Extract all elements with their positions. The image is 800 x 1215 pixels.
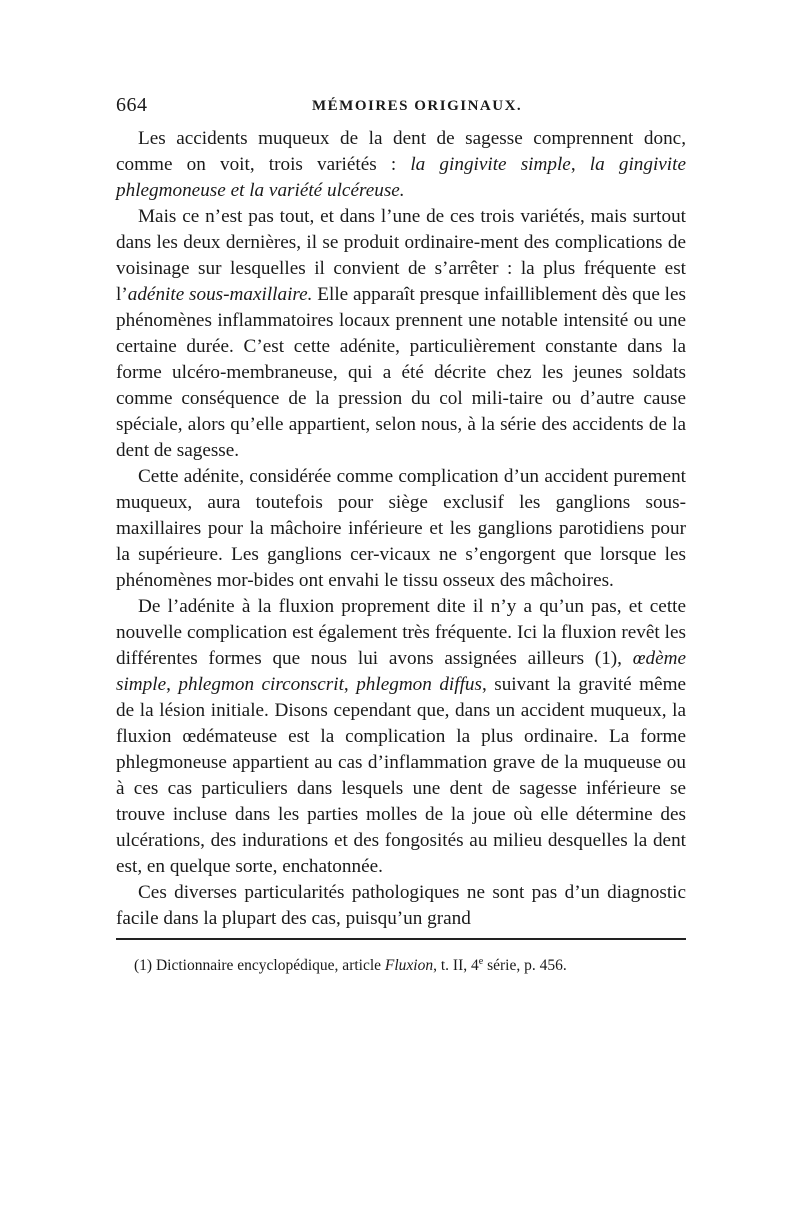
paragraph-2 [116, 204, 686, 464]
italic-span: la gingivite simple [410, 154, 571, 175]
italic-span: la gingivite phlegmoneuse et la variété ulcéreuse. [116, 154, 686, 201]
italic-span: phlegmon circonscrit [178, 674, 344, 695]
footnote-text: , t. II, 4 [433, 957, 479, 975]
footnote [116, 952, 686, 976]
body-text [116, 126, 686, 932]
text-span: Elle apparaît presque infailliblement dès que les phénomènes inflammatoires locaux prennent une notable intensité ou une certaine durée. C’est cette adénite, particulièrement constante dans la forme ulcéro-membraneuse, qui a été décrite chez les jeunes soldats comme conséquence de la pression du col mili-taire ou d’autre cause spéciale, alors qu’elle appartient, selon nous, à la série des accidents de la dent de sagesse. [116, 284, 686, 461]
text-span: , [343, 674, 357, 695]
text-span: , [166, 674, 179, 695]
text-span: Ces diverses particularités pathologiques ne sont pas d’un diagnostic facile dans la plupart des cas, puisqu’un grand [116, 882, 686, 929]
paragraph-4 [116, 594, 686, 880]
italic-span: adénite sous-maxillaire. [127, 284, 313, 305]
text-span: Mais ce n’est pas tout, et dans l’une de ces trois variétés, mais surtout dans les deux dernières, il se produit ordinaire-ment des complications de voisinage sur lesquelles il convient de s’arrêter : la plus fréquente est l’ [116, 206, 686, 305]
text-span: Cette adénite, considérée comme complication d’un accident purement muqueux, aura toutefois pour siège exclusif les ganglions sous-maxillaires pour la mâchoire inférieure et les ganglions parotidiens pour la supérieure. Les ganglions cer-vicaux ne s’engorgent que lorsque les phénomènes mor-bides ont envahi le tissu osseux des mâchoires. [116, 466, 686, 591]
text-span: De l’adénite à la fluxion proprement dite il n’y a qu’un pas, et cette nouvelle complication est également très fréquente. Ici la fluxion revêt les différentes formes que nous lui avons assignées ailleurs (1), [116, 596, 686, 669]
page-header [116, 92, 686, 126]
footnote-italic: Fluxion [384, 957, 434, 975]
text-span: , suivant la gravité même de la lésion initiale. Disons cependant que, dans un accident muqueux, la fluxion œdémateuse est la complication la plus ordinaire. La forme phlegmoneuse appartient au cas d’inflammation grave de la muqueuse ou à ces cas particuliers dans lesquels une dent de sagesse inférieure se trouve incluse dans les parties molles de la joue où elle détermine des ulcérations, des indurations et des fongosités au milieu desquelles la dent est, en quelque sorte, enchatonnée. [116, 674, 687, 877]
footnote-text: série, p. 456. [483, 957, 567, 975]
page-number: 664 [116, 94, 148, 116]
paragraph-5 [116, 880, 686, 932]
text-span: , [570, 154, 590, 175]
italic-span: œdème simple [116, 648, 686, 695]
footnote-superscript: e [478, 956, 484, 967]
paragraph-1 [116, 126, 686, 204]
footnote-divider [116, 938, 686, 940]
footnote-marker: (1) [134, 957, 153, 975]
document-page [116, 92, 686, 976]
footnote-text: Dictionnaire encyclopédique, article [155, 957, 385, 975]
text-span: Les accidents muqueux de la dent de sagesse comprennent donc, comme on voit, trois variétés : [116, 128, 686, 175]
running-head: MÉMOIRES ORIGINAUX. [312, 98, 523, 114]
paragraph-3 [116, 464, 686, 594]
italic-span: phlegmon diffus [356, 674, 482, 695]
